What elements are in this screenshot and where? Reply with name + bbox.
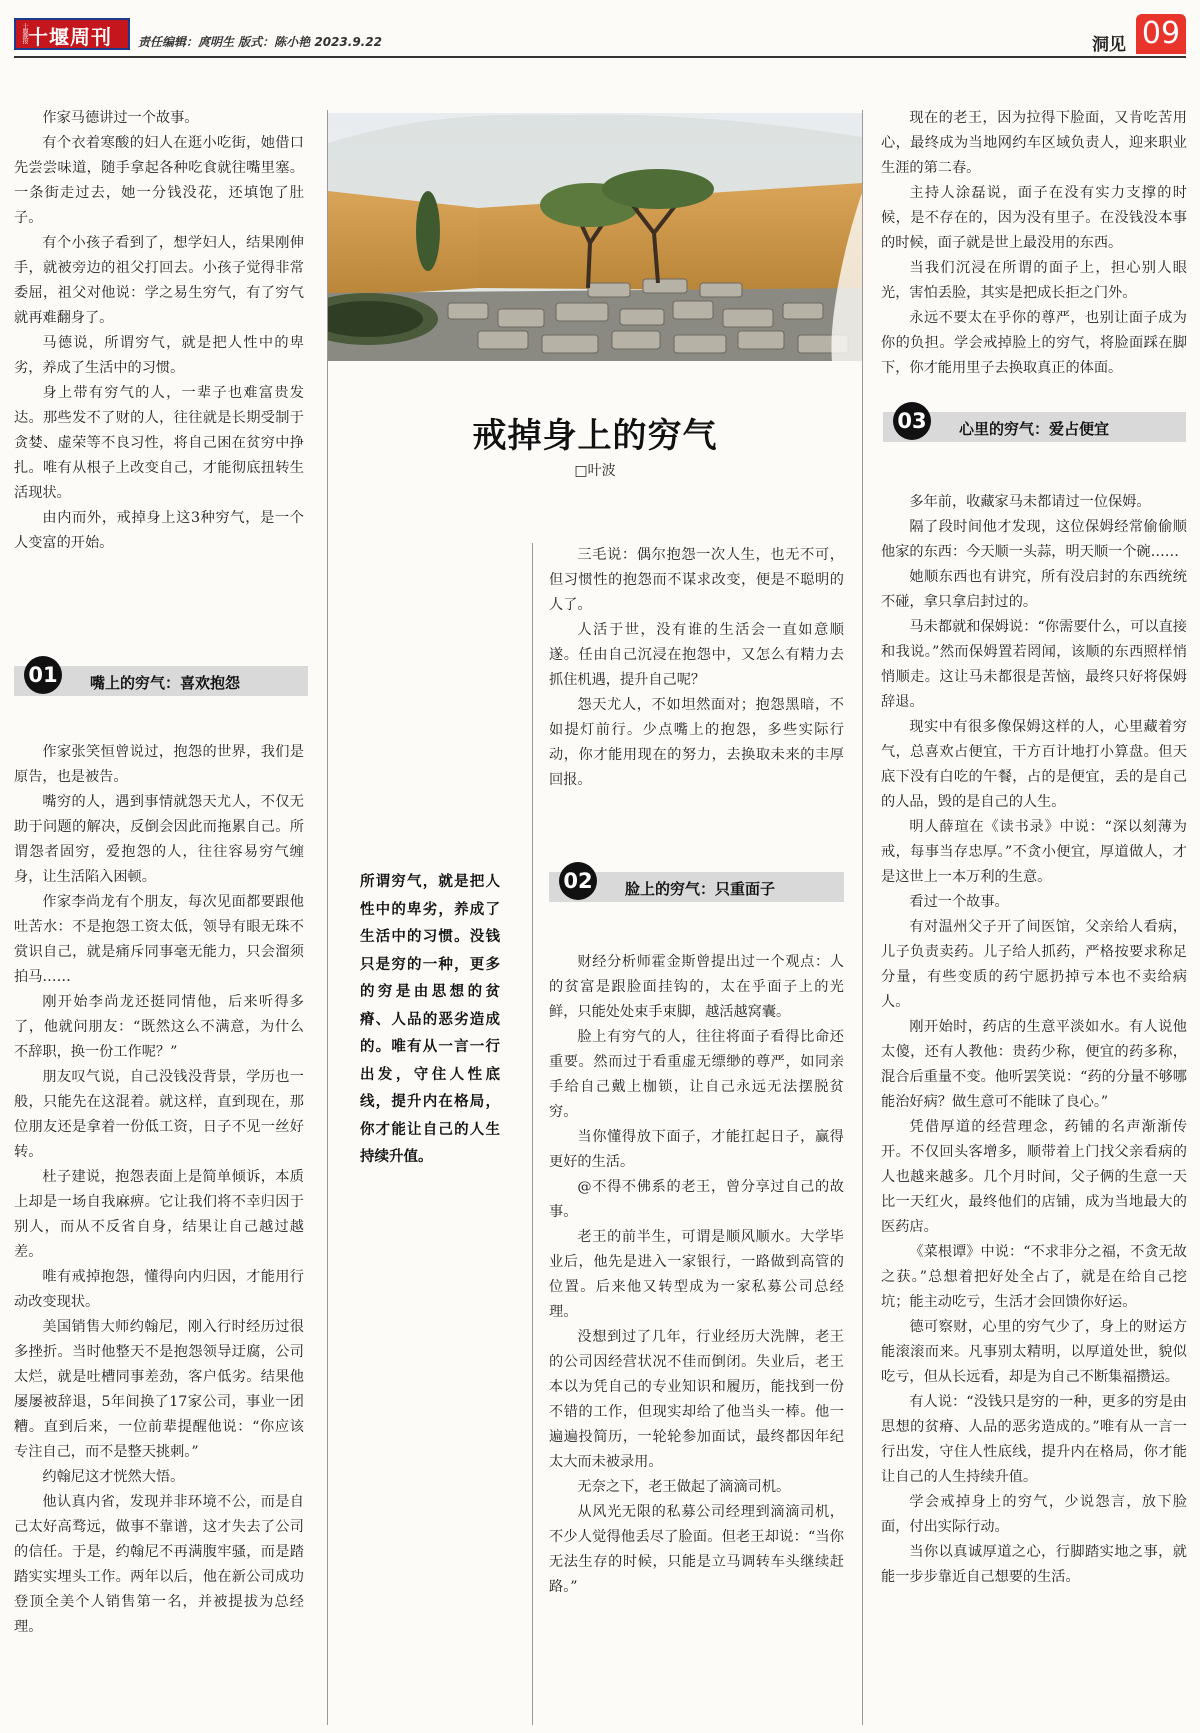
article-paragraph: 学会戒掉身上的穷气，少说怨言，放下脸面，付出实际行动。 <box>881 1494 1187 1535</box>
section-01-heading <box>14 663 308 696</box>
article-paragraph: 有个小孩子看到了，想学妇人，结果刚伸手，就被旁边的祖父打回去。小孩子觉得非常委屈，祖父对他说：学之易生穷气，有了穷气就再难翻身了。 <box>14 235 304 326</box>
section-title: 脸上的穷气：只重面子 <box>625 880 776 898</box>
article-author: □叶波 <box>574 463 616 479</box>
article-paragraph: 脸上有穷气的人，往往将面子看得比命还重要。然而过于看重虚无缥缈的尊严，如同亲手给自己戴上枷锁，让自己永远无法摆脱贫穷。 <box>549 1029 844 1120</box>
article-paragraph: 现在的老王，因为拉得下脸面，又肯吃苦用心，最终成为当地网约车区域负责人，迎来职业生涯的第二春。 <box>881 110 1187 176</box>
article-paragraph: 财经分析师霍金斯曾提出过一个观点：人的贫富是跟脸面挂钩的，太在乎面子上的光鲜，只能处处束手束脚，越活越窝囊。 <box>549 954 844 1020</box>
article-paragraph: 美国销售大师约翰尼，刚入行时经历过很多挫折。当时他整天不是抱怨领导迂腐，公司太烂，就是吐槽同事差劲，客户低劣。结果他屡屡被辞退，5年间换了17家公司，事业一团糟。直到后来，一位前辈提醒他说：“你应该专注自己，而不是整天挑刺。” <box>14 1319 304 1460</box>
section-title: 嘴上的穷气：喜欢抱怨 <box>90 674 241 692</box>
section-02-heading <box>549 869 844 902</box>
article-paragraph: 朋友叹气说，自己没钱没背景，学历也一般，只能先在这混着。就这样，直到现在，那位朋友还是拿着一份低工资，日子不见一丝好转。 <box>14 1069 304 1160</box>
section-number: 03 <box>893 402 931 440</box>
logo-name: 十堰周刊 <box>28 25 112 49</box>
logo-small-text: 十堰晚报 <box>21 23 28 43</box>
article-paragraph: 看过一个故事。 <box>909 894 1009 910</box>
page-number: 09 <box>1136 14 1186 54</box>
article-paragraph: 有对温州父子开了间医馆，父亲给人看病，儿子负责卖药。儿子给人抓药，严格按要求称足分量，有些变质的药宁愿扔掉亏本也不卖给病人。 <box>881 919 1187 1010</box>
article-paragraph: 刚开始时，药店的生意平淡如水。有人说他太傻，还有人教他：贵药少称，便宜的药多称，混合后重量不变。他听罢笑说：“药的分量不够哪能治好病？做生意可不能昧了良心。” <box>881 1019 1187 1110</box>
editor-credits: 责任编辑：庹明生 版式：陈小艳 2023.9.22 <box>138 35 382 49</box>
article-paragraph: 刚开始李尚龙还挺同情他，后来听得多了，他就问朋友：“既然这么不满意，为什么不辞职，换一份工作呢？” <box>14 994 304 1060</box>
column-divider <box>532 543 533 1725</box>
article-paragraph: 多年前，收藏家马未都请过一位保姆。 <box>909 494 1151 510</box>
article-paragraph: 唯有戒掉抱怨，懂得向内归因，才能用行动改变现状。 <box>14 1269 304 1310</box>
article-paragraph: 当你以真诚厚道之心，行脚踏实地之事，就能一步步靠近自己想要的生活。 <box>881 1544 1187 1585</box>
section-03-heading <box>883 409 1186 442</box>
newspaper-logo <box>14 18 130 50</box>
article-paragraph: 马未都就和保姆说：“你需要什么，可以直接和我说。”然而保姆置若罔闻，该顺的东西照样悄悄顺走。这让马未都很是苦恼，最终只好将保姆辞退。 <box>881 619 1187 710</box>
article-paragraph: 现实中有很多像保姆这样的人，心里藏着穷气，总喜欢占便宜，干方百计地打小算盘。但天底下没有白吃的午餐，占的是便宜，丢的是自己的人品，毁的是自己的人生。 <box>881 719 1187 810</box>
article-paragraph: 《菜根谭》中说：“不求非分之福，不贪无故之获。”总想着把好处全占了，就是在给自己挖坑；能主动吃亏，生活才会回馈你好运。 <box>881 1244 1187 1310</box>
article-paragraph: 永远不要太在乎你的尊严，也别让面子成为你的负担。学会戒掉脸上的穷气，将脸面踩在脚下，你才能用里子去换取真正的体面。 <box>881 310 1187 376</box>
article-paragraph: 杜子建说，抱怨表面上是简单倾诉，本质上却是一场自我麻痹。它让我们将不幸归因于别人，而从不反省自身，结果让自己越过越差。 <box>14 1169 304 1260</box>
article-paragraph: 马德说，所谓穷气，就是把人性中的卑劣，养成了生活中的习惯。 <box>14 335 304 376</box>
section-01-column-a <box>14 740 304 1640</box>
article-paragraph: 三毛说：偶尔抱怨一次人生，也无不可，但习惯性的抱怨而不谋求改变，便是不聪明的人了。 <box>549 547 844 613</box>
article-title: 戒掉身上的穷气 <box>472 416 718 456</box>
section-03-column-d <box>881 490 1187 1590</box>
article-paragraph: 当我们沉浸在所谓的面子上，担心别人眼光，害怕丢脸，其实是把成长拒之门外。 <box>881 260 1187 301</box>
section-number: 02 <box>559 862 597 900</box>
article-paragraph: 作家李尚龙有个朋友，每次见面都要跟他吐苦水：不是抱怨工资太低，领导有眼无珠不赏识自己，就是痛斥同事毫无能力，只会溜须拍马…… <box>14 894 304 985</box>
section-title: 心里的穷气：爱占便宜 <box>959 420 1110 438</box>
article-paragraph: 隔了段时间他才发现，这位保姆经常偷偷顺他家的东西：今天顺一头蒜，明天顺一个碗…… <box>881 519 1187 560</box>
courtyard-photo <box>328 113 862 361</box>
article-paragraph: 由内而外，戒掉身上这3种穷气，是一个人变富的开始。 <box>14 510 304 551</box>
masthead <box>14 14 1186 60</box>
article-paragraph: 怨天尤人，不如坦然面对；抱怨黑暗，不如提灯前行。少点嘴上的抱怨，多些实际行动，你才能用现在的努力，去换取未来的丰厚回报。 <box>549 697 844 788</box>
article-paragraph: 人活于世，没有谁的生活会一直如意顺遂。任由自己沉浸在抱怨中，又怎么有精力去抓住机遇，提升自己呢？ <box>549 622 844 688</box>
section-01-column-c <box>549 543 844 793</box>
article-paragraph: 有个衣着寒酸的妇人在逛小吃街，她借口先尝尝味道，随手拿起各种吃食就往嘴里塞。一条街走过去，她一分钱没花，还填饱了肚子。 <box>14 135 304 226</box>
article-paragraph: 主持人涂磊说，面子在没有实力支撑的时候，是不存在的，因为没有里子。在没钱没本事的时候，面子就是世上最没用的东西。 <box>881 185 1187 251</box>
article-paragraph: 她顺东西也有讲究，所有没启封的东西统统不碰，拿只拿启封过的。 <box>881 569 1187 610</box>
article-paragraph: 凭借厚道的经营理念，药铺的名声渐渐传开。不仅回头客增多，顺带着上门找父亲看病的人也越来越多。几个月时间，父子俩的生意一天比一天红火，最终他们的店铺，成为当地最大的医药店。 <box>881 1119 1187 1235</box>
article-paragraph: 无奈之下，老王做起了滴滴司机。 <box>577 1479 791 1495</box>
article-paragraph: 没想到过了几年，行业经历大洗牌，老王的公司因经营状况不佳而倒闭。失业后，老王本以为凭自己的专业知识和履历，能找到一份不错的工作，但现实却给了他当头一棒。他一遍遍投简历，一轮轮参加面试，最终都因年纪太大而未被录用。 <box>549 1329 844 1470</box>
header-rule <box>14 56 1186 58</box>
article-paragraph: 他认真内省，发现并非环境不公，而是自己太好高骛远，做事不靠谱，这才失去了公司的信任。于是，约翰尼不再满腹牢骚，而是踏踏实实埋头工作。两年以后，他在新公司成功登顶全美个人销售第一名，并被提拔为总经理。 <box>14 1494 304 1635</box>
article-paragraph: 作家张笑恒曾说过，抱怨的世界，我们是原告，也是被告。 <box>14 744 304 785</box>
section-number: 01 <box>24 656 62 694</box>
article-paragraph: 约翰尼这才恍然大悟。 <box>42 1469 185 1485</box>
article-paragraph: 从风光无限的私募公司经理到滴滴司机，不少人觉得他丢尽了脸面。但老王却说：“当你无法生存的时候，只能是立马调转车头继续赶路。” <box>549 1504 844 1595</box>
article-paragraph: 明人薛瑄在《读书录》中说：“深以刻薄为戒，每事当存忠厚。”不贪小便宜，厚道做人，才是这世上一本万利的生意。 <box>881 819 1187 885</box>
section-name: 洞见 <box>1092 35 1126 55</box>
article-paragraph: 老王的前半生，可谓是顺风顺水。大学毕业后，他先是进入一家银行，一路做到高管的位置。后来他又转型成为一家私募公司总经理。 <box>549 1229 844 1320</box>
article-paragraph: 嘴穷的人，遇到事情就怨天尤人，不仅无助于问题的解决，反倒会因此而拖累自己。所谓怨者固穷，爱抱怨的人，往往容易穷气缠身，让生活陷入困顿。 <box>14 794 304 885</box>
article-paragraph: @不得不佛系的老王，曾分享过自己的故事。 <box>549 1179 844 1220</box>
section-02-column-d <box>881 106 1187 381</box>
article-paragraph: 作家马德讲过一个故事。 <box>42 110 199 126</box>
pull-quote: 所谓穷气，就是把人性中的卑劣，养成了生活中的习惯。没钱只是穷的一种，更多的穷是由思想的贫瘠、人品的恶劣造成的。唯有从一言一行出发，守住人性底线，提升内在格局，你才能让自己的人生持续升值。 <box>360 873 500 1165</box>
column-divider <box>862 110 863 1725</box>
section-02-column-c <box>549 950 844 1600</box>
article-paragraph: 身上带有穷气的人，一辈子也难富贵发达。那些发不了财的人，往往就是长期受制于贪婪、虚荣等不良习性，将自己困在贫穷中挣扎。唯有从根子上改变自己，才能彻底扭转生活现状。 <box>14 385 304 501</box>
article-paragraph: 德可察财，心里的穷气少了，身上的财运方能滚滚而来。凡事别太精明，以厚道处世，貌似吃亏，但从长远看，却是为自己不断集福攒运。 <box>881 1319 1187 1385</box>
courtyard-illustration <box>328 113 862 361</box>
intro-column <box>14 106 304 556</box>
article-paragraph: 当你懂得放下面子，才能扛起日子，赢得更好的生活。 <box>549 1129 844 1170</box>
article-paragraph: 有人说：“没钱只是穷的一种，更多的穷是由思想的贫瘠、人品的恶劣造成的。”唯有从一言一行出发，守住人性底线，提升内在格局，你才能让自己的人生持续升值。 <box>881 1394 1187 1485</box>
